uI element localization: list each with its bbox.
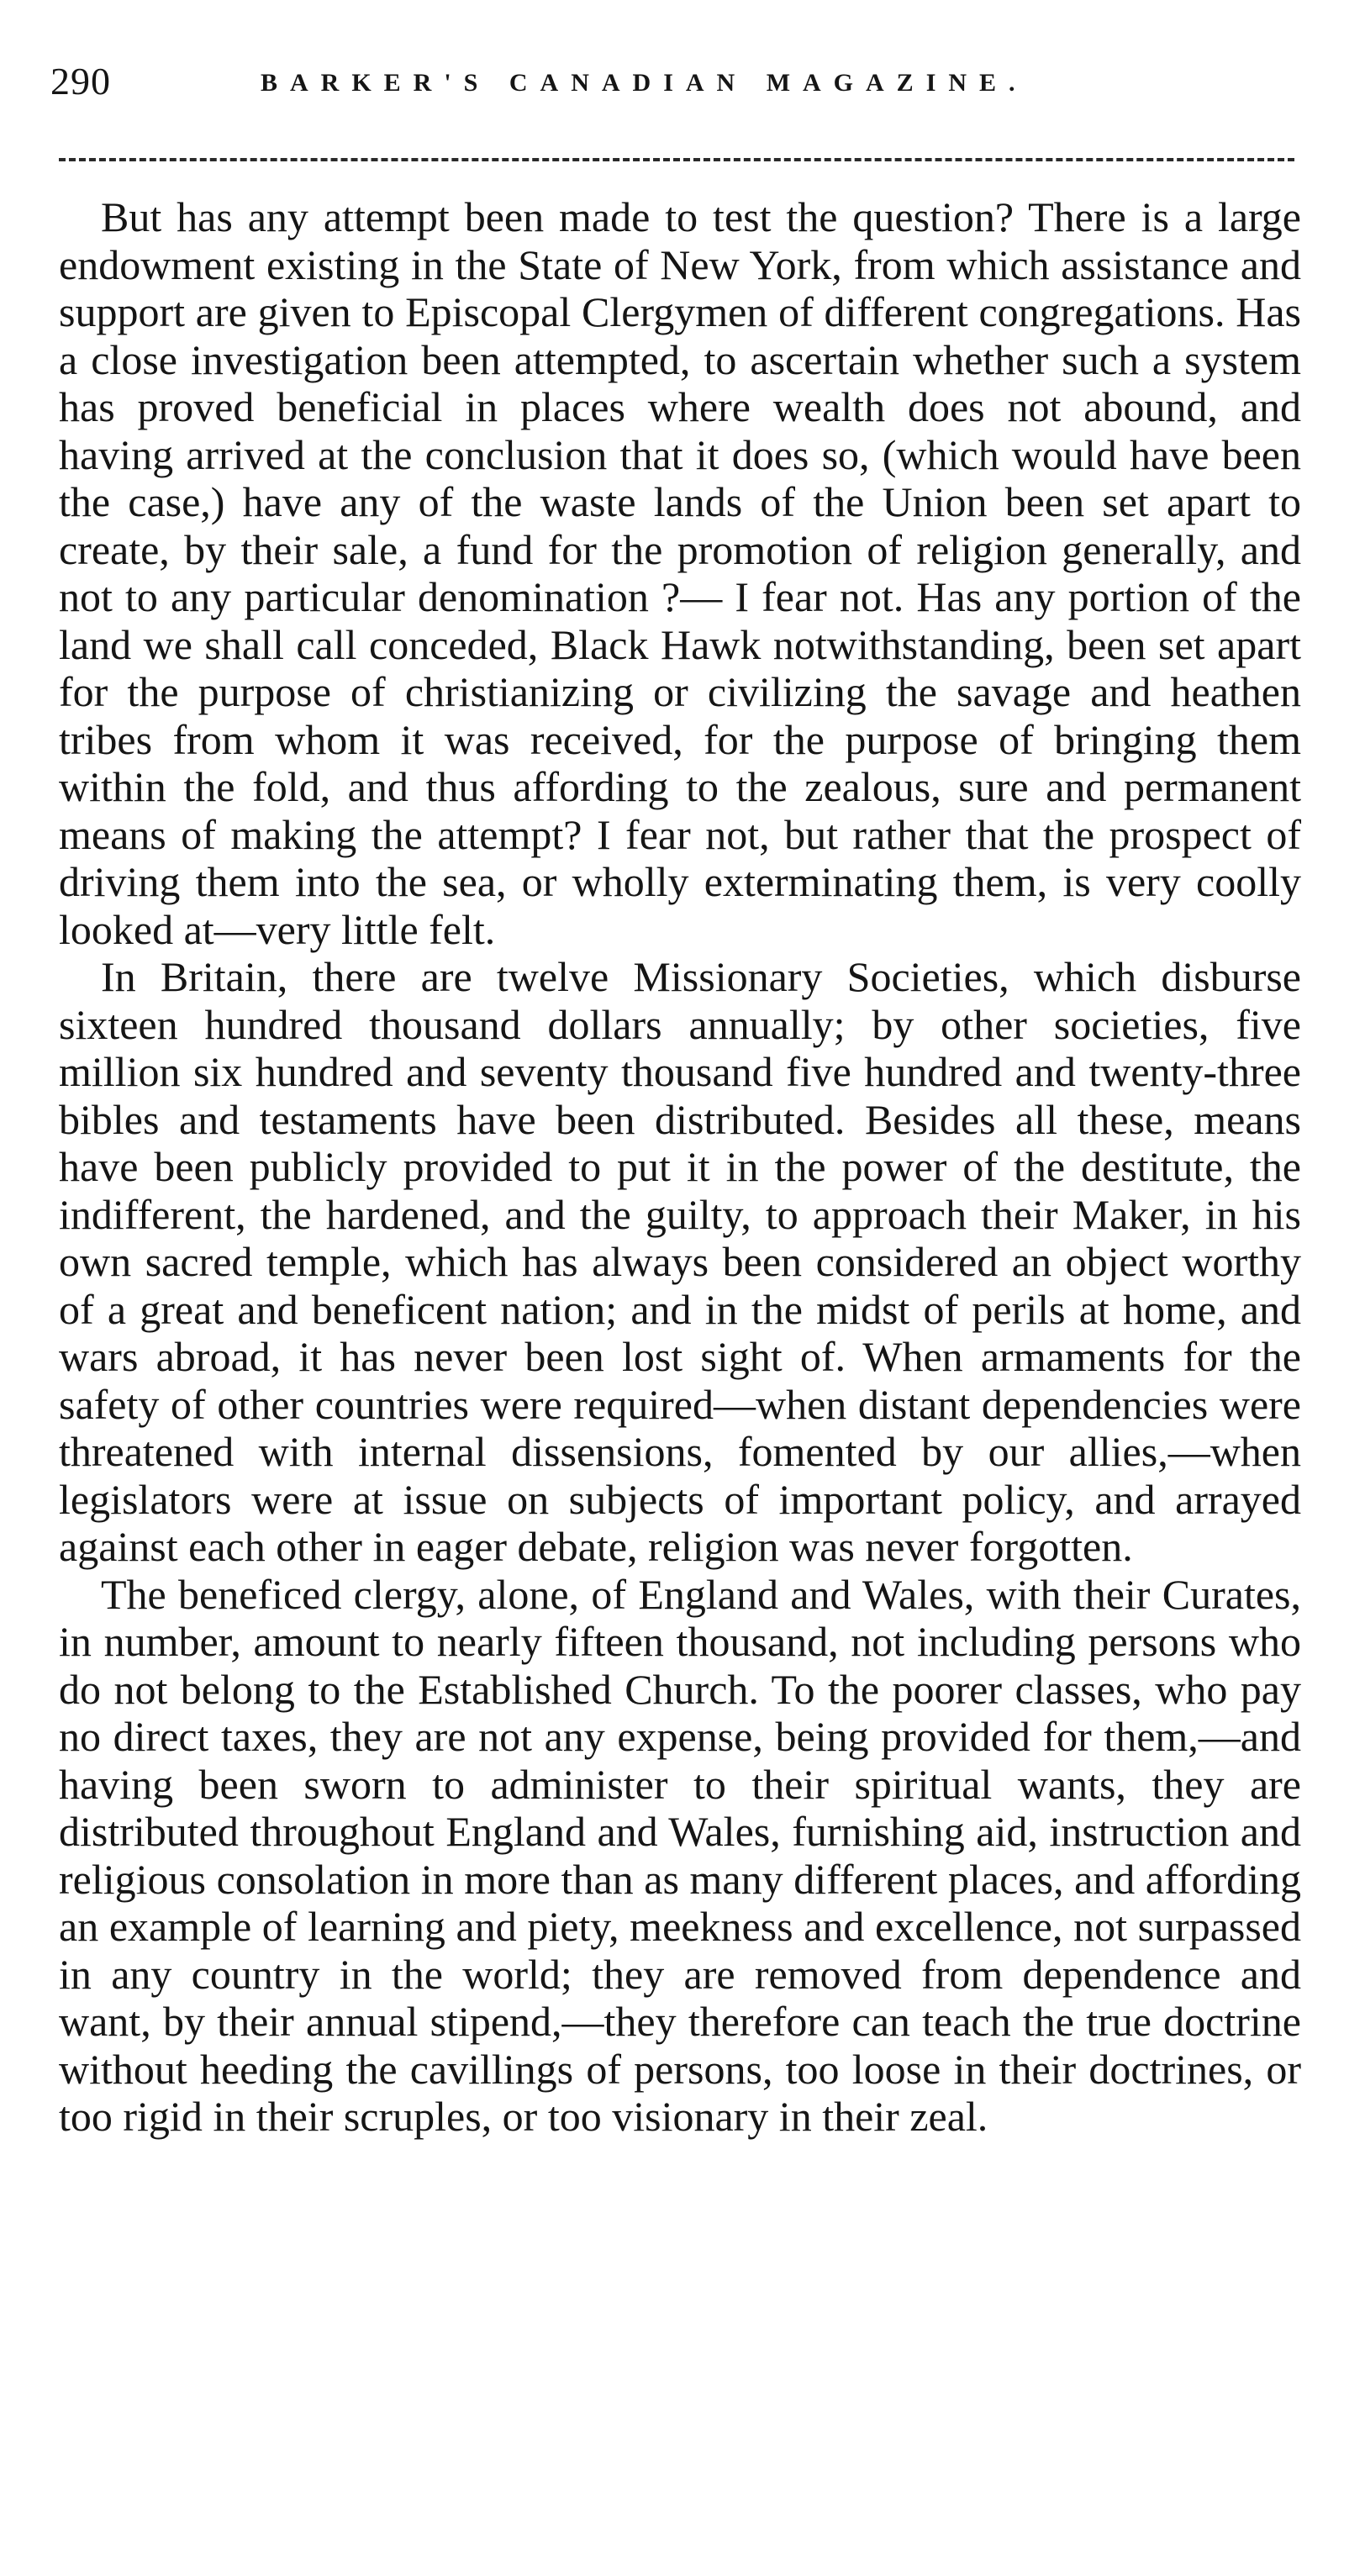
- page-header: [50, 59, 1311, 126]
- running-title: BARKER'S CANADIAN MAGAZINE.: [261, 69, 1028, 97]
- page-number: 290: [50, 60, 111, 103]
- body-text: [59, 193, 1301, 2141]
- book-page: [50, 59, 1311, 2140]
- paragraph: The beneficed clergy, alone, of England and Wales, with their Curates, in number, amount to nearly fifteen thousand, not including persons who do not belong to the Established Church. To the poorer classes, who pay no direct taxes, they are not any expense, being provided for them,—and having been sworn to administer to their spiritual wants, they are distributed throughout England and Wales, furnishing aid, instruction and religious consolation in more than as many different places, and affording an example of learning and piety, meekness and excellence, not surpassed in any country in the world; they are removed from dependence and want, by their annual stipend,—they therefore can teach the true doctrine without heeding the cavillings of persons, too loose in their doctrines, or too rigid in their scruples, or too visionary in their zeal.: [59, 1570, 1301, 2140]
- paragraph: But has any attempt been made to test the question? There is a large endowment existing in the State of New York, from which assistance and support are given to Episcopal Clergymen of different congregations. Has a close investigation been attempted, to ascertain whether such a system has proved beneficial in places where wealth does not abound, and having arrived at the conclusion that it does so, (which would have been the case,) have any of the waste lands of the Union been set apart to create, by their sale, a fund for the promotion of religion generally, and not to any particular denomination ?— I fear not. Has any portion of the land we shall call conceded, Black Hawk notwithstanding, been set apart for the purpose of christianizing or civilizing the savage and heathen tribes from whom it was received, for the purpose of bringing them within the fold, and thus affording to the zealous, sure and permanent means of making the attempt? I fear not, but rather that the prospect of driving them into the sea, or wholly exterminating them, is very coolly looked at—very little felt.: [59, 193, 1301, 953]
- paragraph: In Britain, there are twelve Missionary Societies, which disburse sixteen hundred thousand dollars annually; by other societies, five million six hundred and seventy thousand five hundred and twenty-three bibles and testaments have been distributed. Besides all these, means have been publicly provided to put it in the power of the destitute, the indifferent, the hardened, and the guilty, to approach their Maker, in his own sacred temple, which has always been considered an object worthy of a great and beneficent nation; and in the midst of perils at home, and wars abroad, it has never been lost sight of. When armaments for the safety of other countries were required—when distant dependencies were threatened with internal dissensions, fomented by our allies,—when legislators were at issue on subjects of important policy, and arrayed against each other in eager debate, religion was never forgotten.: [59, 953, 1301, 1570]
- header-rule: [59, 158, 1294, 161]
